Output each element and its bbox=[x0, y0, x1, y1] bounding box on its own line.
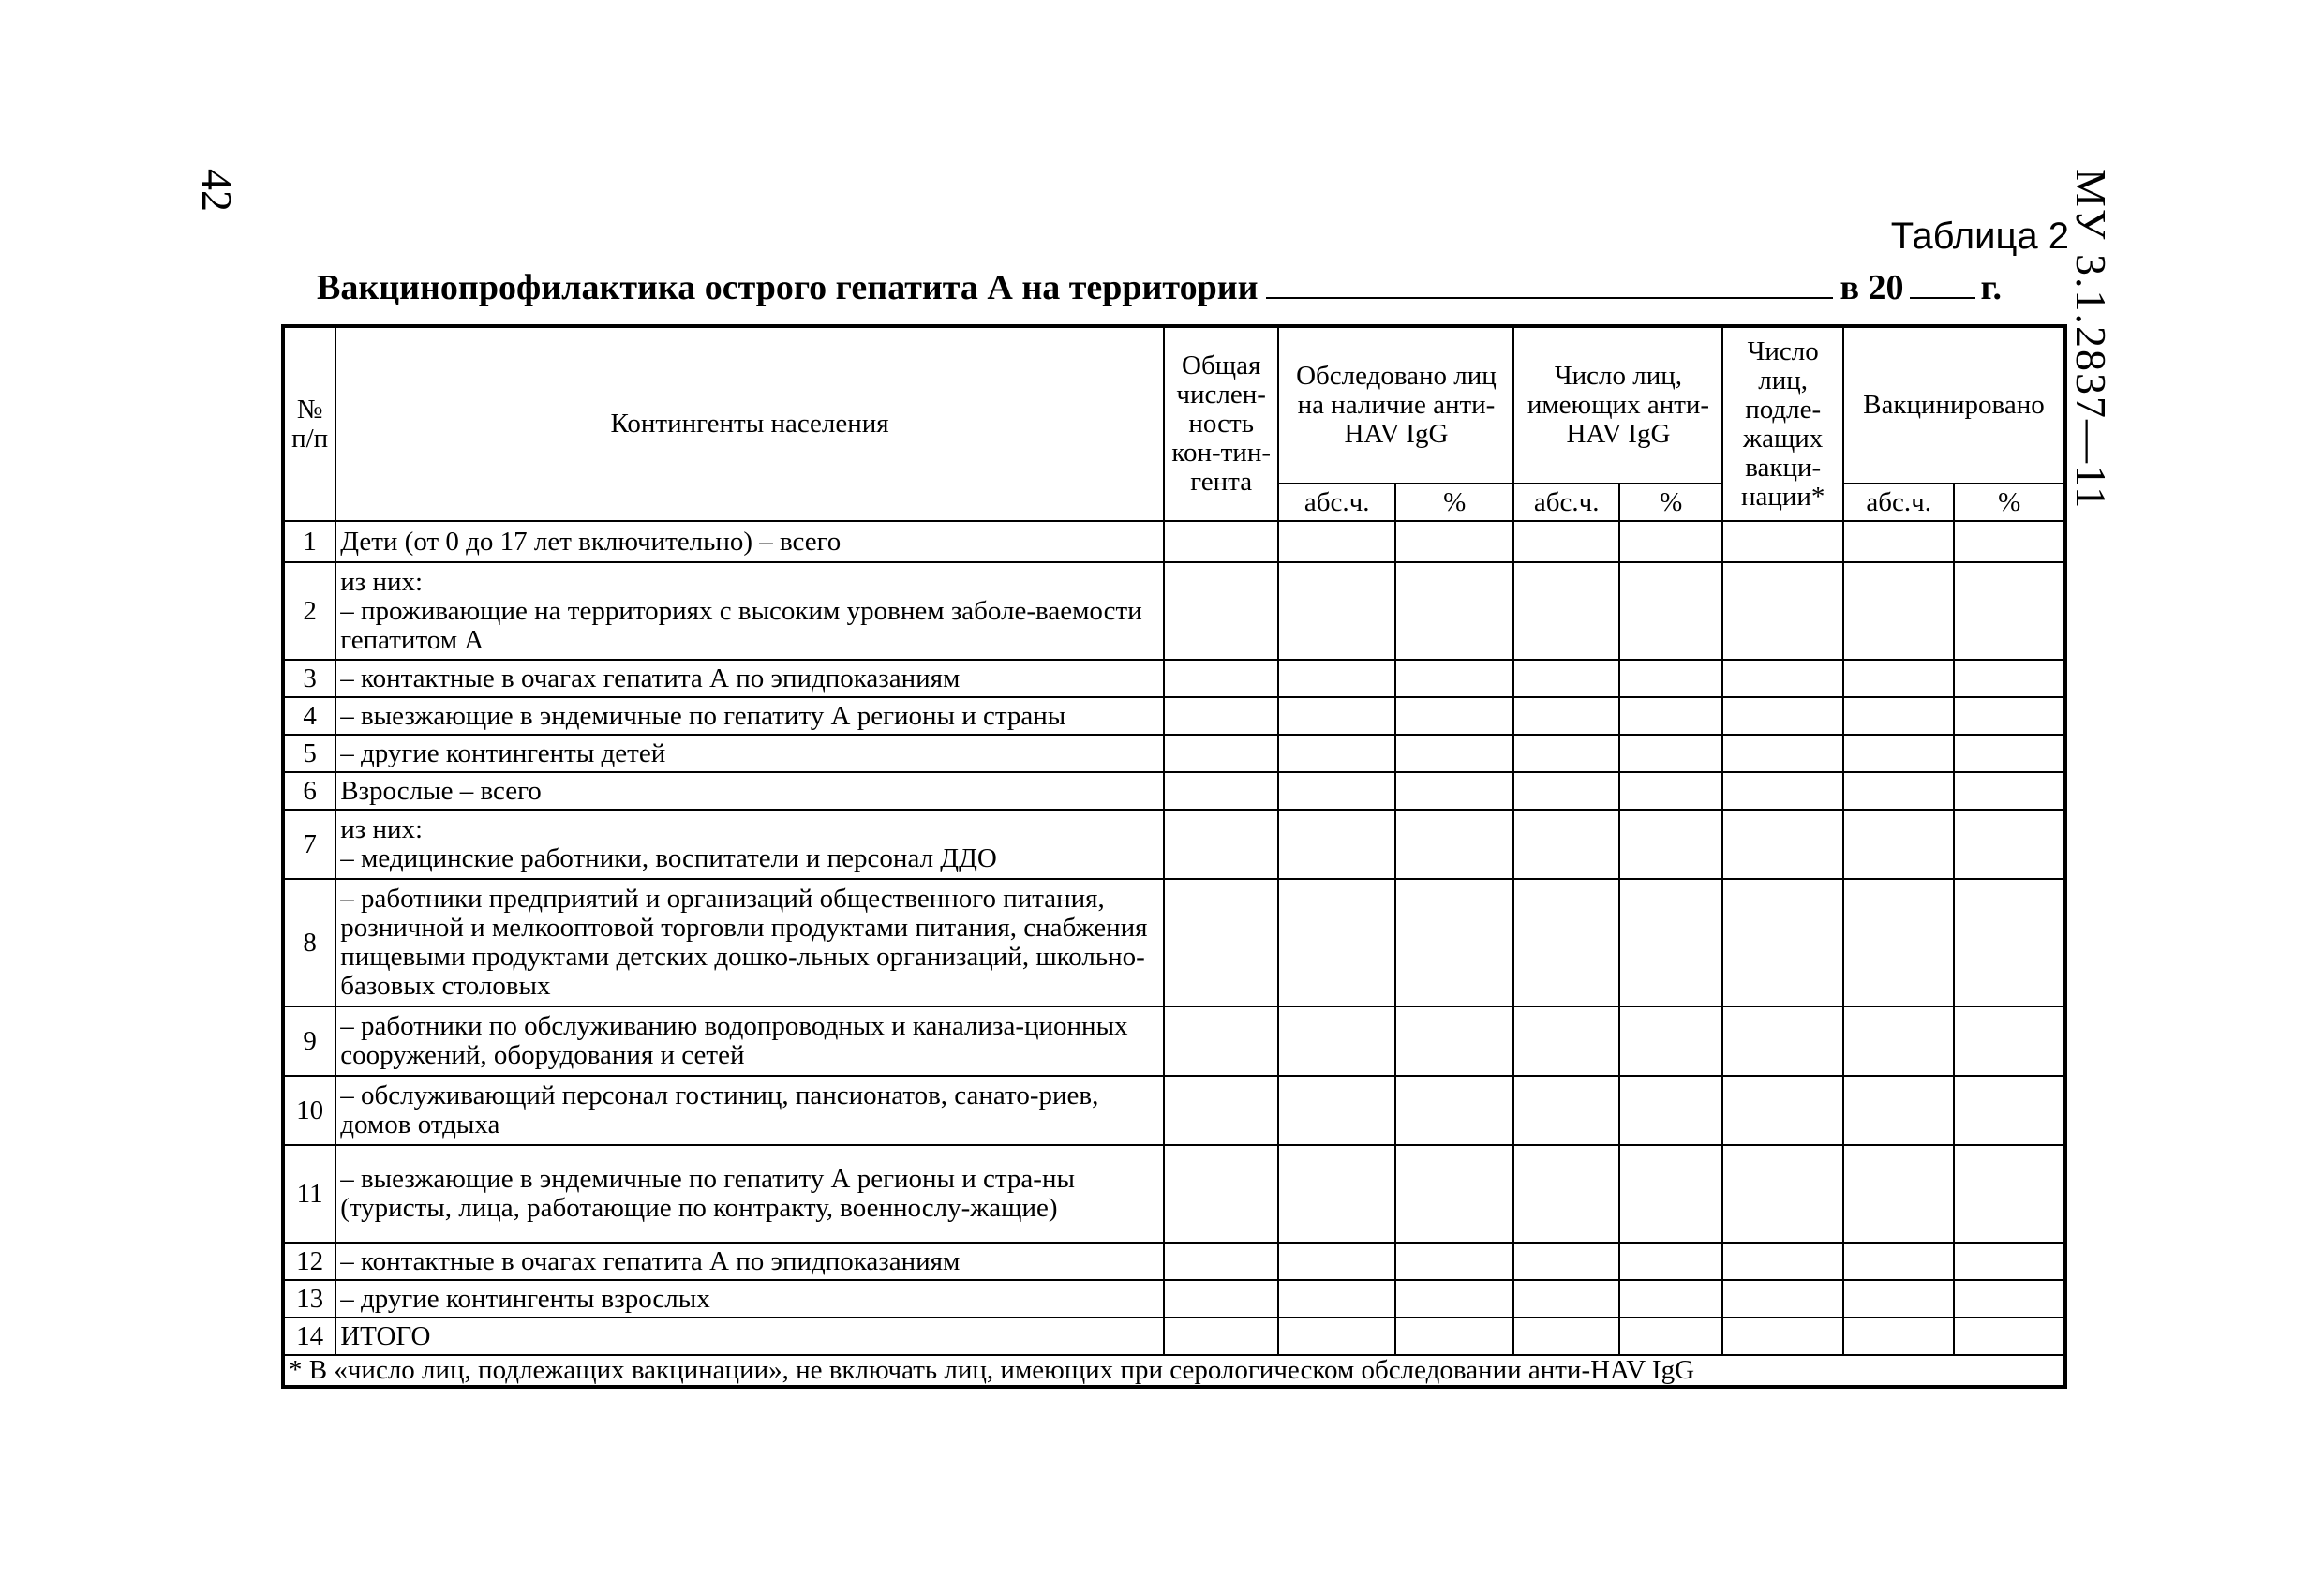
empty-data-cell[interactable] bbox=[1843, 772, 1954, 810]
header-examined: Обследовано лиц на наличие анти-HAV IgG bbox=[1278, 326, 1513, 484]
empty-data-cell[interactable] bbox=[1164, 1243, 1279, 1280]
empty-data-cell[interactable] bbox=[1722, 1280, 1843, 1318]
row-number: 11 bbox=[283, 1145, 335, 1243]
empty-data-cell[interactable] bbox=[1395, 879, 1514, 1006]
empty-data-cell[interactable] bbox=[1395, 1318, 1514, 1355]
empty-data-cell[interactable] bbox=[1513, 562, 1618, 660]
empty-data-cell[interactable] bbox=[1164, 660, 1279, 697]
empty-data-cell[interactable] bbox=[1164, 810, 1279, 879]
row-number: 7 bbox=[283, 810, 335, 879]
empty-data-cell[interactable] bbox=[1278, 1006, 1395, 1076]
title-year-prefix: в 20 bbox=[1840, 268, 1904, 307]
empty-data-cell[interactable] bbox=[1722, 810, 1843, 879]
table-row bbox=[283, 1076, 2065, 1145]
row-contingent: ИТОГО bbox=[335, 1318, 1164, 1355]
empty-data-cell[interactable] bbox=[1954, 735, 2065, 772]
header-pct: % bbox=[1619, 484, 1722, 521]
empty-data-cell[interactable] bbox=[1164, 1076, 1279, 1145]
row-contingent: – обслуживающий персонал гостиниц, пансионатов, санато-риев, домов отдыха bbox=[335, 1076, 1164, 1145]
row-contingent: – выезжающие в эндемичные по гепатиту А регионы и страны bbox=[335, 697, 1164, 735]
row-number: 13 bbox=[283, 1280, 335, 1318]
empty-data-cell[interactable] bbox=[1395, 521, 1514, 562]
table-title bbox=[317, 267, 2022, 308]
page-number: 42 bbox=[193, 169, 241, 212]
empty-data-cell[interactable] bbox=[1619, 810, 1722, 879]
empty-data-cell[interactable] bbox=[1395, 810, 1514, 879]
empty-data-cell[interactable] bbox=[1619, 735, 1722, 772]
row-number: 10 bbox=[283, 1076, 335, 1145]
row-number: 5 bbox=[283, 735, 335, 772]
empty-data-cell[interactable] bbox=[1395, 697, 1514, 735]
table-row bbox=[283, 1145, 2065, 1243]
row-contingent: из них: – проживающие на территориях с высоким уровнем заболе-ваемости гепатитом А bbox=[335, 562, 1164, 660]
empty-data-cell[interactable] bbox=[1722, 562, 1843, 660]
empty-data-cell[interactable] bbox=[1513, 879, 1618, 1006]
table-row bbox=[283, 735, 2065, 772]
empty-data-cell[interactable] bbox=[1513, 772, 1618, 810]
empty-data-cell[interactable] bbox=[1513, 810, 1618, 879]
header-pct: % bbox=[1395, 484, 1514, 521]
empty-data-cell[interactable] bbox=[1164, 879, 1279, 1006]
header-to-vaccinate: Число лиц, подле-жащих вакци-нации* bbox=[1722, 326, 1843, 521]
table-footnote: * В «число лиц, подлежащих вакцинации», не включать лиц, имеющих при серологическом обследовании анти-HAV IgG bbox=[283, 1355, 2065, 1387]
empty-data-cell[interactable] bbox=[1395, 1145, 1514, 1243]
empty-data-cell[interactable] bbox=[1722, 735, 1843, 772]
row-contingent: – работники предприятий и организаций общественного питания, розничной и мелкооптовой торговли продуктами питания, снабжения пищевыми продуктами детских дошко-льных организаций, школьно-базовых столовых bbox=[335, 879, 1164, 1006]
empty-data-cell[interactable] bbox=[1164, 772, 1279, 810]
header-abs: абс.ч. bbox=[1278, 484, 1395, 521]
table-row bbox=[283, 879, 2065, 1006]
empty-data-cell[interactable] bbox=[1843, 810, 1954, 879]
empty-data-cell[interactable] bbox=[1164, 1006, 1279, 1076]
row-number: 6 bbox=[283, 772, 335, 810]
header-abs: абс.ч. bbox=[1513, 484, 1618, 521]
row-contingent: – другие контингенты детей bbox=[335, 735, 1164, 772]
empty-data-cell[interactable] bbox=[1513, 735, 1618, 772]
table-row bbox=[283, 772, 2065, 810]
header-total: Общая числен-ность кон-тин-гента bbox=[1164, 326, 1279, 521]
empty-data-cell[interactable] bbox=[1164, 1318, 1279, 1355]
empty-data-cell[interactable] bbox=[1722, 879, 1843, 1006]
empty-data-cell[interactable] bbox=[1278, 735, 1395, 772]
empty-data-cell[interactable] bbox=[1619, 562, 1722, 660]
empty-data-cell[interactable] bbox=[1843, 660, 1954, 697]
empty-data-cell[interactable] bbox=[1619, 1243, 1722, 1280]
row-number: 1 bbox=[283, 521, 335, 562]
table-row bbox=[283, 660, 2065, 697]
empty-data-cell[interactable] bbox=[1513, 697, 1618, 735]
empty-data-cell[interactable] bbox=[1843, 697, 1954, 735]
row-contingent: – другие контингенты взрослых bbox=[335, 1280, 1164, 1318]
empty-data-cell[interactable] bbox=[1843, 1243, 1954, 1280]
empty-data-cell[interactable] bbox=[1278, 772, 1395, 810]
title-text: Вакцинопрофилактика острого гепатита А на территории bbox=[317, 268, 1259, 307]
empty-data-cell[interactable] bbox=[1278, 562, 1395, 660]
empty-data-cell[interactable] bbox=[1395, 772, 1514, 810]
empty-data-cell[interactable] bbox=[1722, 697, 1843, 735]
empty-data-cell[interactable] bbox=[1722, 1076, 1843, 1145]
table-row bbox=[283, 1318, 2065, 1355]
empty-data-cell[interactable] bbox=[1722, 772, 1843, 810]
row-number: 9 bbox=[283, 1006, 335, 1076]
empty-data-cell[interactable] bbox=[1722, 1145, 1843, 1243]
empty-data-cell[interactable] bbox=[1954, 879, 2065, 1006]
empty-data-cell[interactable] bbox=[1722, 521, 1843, 562]
empty-data-cell[interactable] bbox=[1278, 810, 1395, 879]
empty-data-cell[interactable] bbox=[1619, 1318, 1722, 1355]
empty-data-cell[interactable] bbox=[1164, 1280, 1279, 1318]
empty-data-cell[interactable] bbox=[1954, 1243, 2065, 1280]
empty-data-cell[interactable] bbox=[1619, 1280, 1722, 1318]
row-number: 4 bbox=[283, 697, 335, 735]
empty-data-cell[interactable] bbox=[1843, 879, 1954, 1006]
vaccination-table bbox=[281, 324, 2067, 1389]
empty-data-cell[interactable] bbox=[1954, 1145, 2065, 1243]
empty-data-cell[interactable] bbox=[1513, 521, 1618, 562]
table-row bbox=[283, 697, 2065, 735]
empty-data-cell[interactable] bbox=[1164, 697, 1279, 735]
row-contingent: – контактные в очагах гепатита А по эпидпоказаниям bbox=[335, 1243, 1164, 1280]
empty-data-cell[interactable] bbox=[1843, 1280, 1954, 1318]
year-blank bbox=[1910, 269, 1975, 299]
row-contingent: – работники по обслуживанию водопроводных и канализа-ционных сооружений, оборудования и сетей bbox=[335, 1006, 1164, 1076]
row-number: 8 bbox=[283, 879, 335, 1006]
header-vaccinated: Вакцинировано bbox=[1843, 326, 2065, 484]
empty-data-cell[interactable] bbox=[1278, 660, 1395, 697]
row-number: 2 bbox=[283, 562, 335, 660]
empty-data-cell[interactable] bbox=[1843, 1318, 1954, 1355]
empty-data-cell[interactable] bbox=[1395, 1280, 1514, 1318]
table-row bbox=[283, 521, 2065, 562]
empty-data-cell[interactable] bbox=[1954, 1318, 2065, 1355]
empty-data-cell[interactable] bbox=[1164, 521, 1279, 562]
table-row bbox=[283, 1280, 2065, 1318]
empty-data-cell[interactable] bbox=[1619, 1006, 1722, 1076]
empty-data-cell[interactable] bbox=[1278, 1280, 1395, 1318]
empty-data-cell[interactable] bbox=[1954, 810, 2065, 879]
empty-data-cell[interactable] bbox=[1843, 521, 1954, 562]
empty-data-cell[interactable] bbox=[1619, 1076, 1722, 1145]
empty-data-cell[interactable] bbox=[1395, 1006, 1514, 1076]
row-contingent: из них: – медицинские работники, воспитатели и персонал ДДО bbox=[335, 810, 1164, 879]
empty-data-cell[interactable] bbox=[1164, 562, 1279, 660]
empty-data-cell[interactable] bbox=[1843, 735, 1954, 772]
empty-data-cell[interactable] bbox=[1513, 1318, 1618, 1355]
table-row bbox=[283, 562, 2065, 660]
header-pct: % bbox=[1954, 484, 2065, 521]
empty-data-cell[interactable] bbox=[1954, 660, 2065, 697]
header-abs: абс.ч. bbox=[1843, 484, 1954, 521]
empty-data-cell[interactable] bbox=[1843, 1145, 1954, 1243]
empty-data-cell[interactable] bbox=[1278, 1318, 1395, 1355]
empty-data-cell[interactable] bbox=[1954, 521, 2065, 562]
empty-data-cell[interactable] bbox=[1395, 1243, 1514, 1280]
empty-data-cell[interactable] bbox=[1278, 1076, 1395, 1145]
empty-data-cell[interactable] bbox=[1954, 1076, 2065, 1145]
title-year-suffix: г. bbox=[1980, 268, 2003, 307]
empty-data-cell[interactable] bbox=[1278, 1145, 1395, 1243]
header-num: № п/п bbox=[283, 326, 335, 521]
row-number: 14 bbox=[283, 1318, 335, 1355]
empty-data-cell[interactable] bbox=[1843, 1076, 1954, 1145]
row-contingent: – выезжающие в эндемичные по гепатиту А регионы и стра-ны (туристы, лица, работающие по контракту, военнослу-жащие) bbox=[335, 1145, 1164, 1243]
empty-data-cell[interactable] bbox=[1843, 562, 1954, 660]
empty-data-cell[interactable] bbox=[1619, 772, 1722, 810]
empty-data-cell[interactable] bbox=[1513, 660, 1618, 697]
row-number: 3 bbox=[283, 660, 335, 697]
empty-data-cell[interactable] bbox=[1619, 879, 1722, 1006]
empty-data-cell[interactable] bbox=[1278, 697, 1395, 735]
table-row bbox=[283, 1243, 2065, 1280]
empty-data-cell[interactable] bbox=[1954, 1280, 2065, 1318]
territory-blank bbox=[1266, 269, 1833, 299]
empty-data-cell[interactable] bbox=[1395, 562, 1514, 660]
empty-data-cell[interactable] bbox=[1278, 1243, 1395, 1280]
empty-data-cell[interactable] bbox=[1278, 521, 1395, 562]
row-contingent: Взрослые – всего bbox=[335, 772, 1164, 810]
empty-data-cell[interactable] bbox=[1619, 521, 1722, 562]
empty-data-cell[interactable] bbox=[1722, 1006, 1843, 1076]
empty-data-cell[interactable] bbox=[1954, 697, 2065, 735]
table-row bbox=[283, 810, 2065, 879]
empty-data-cell[interactable] bbox=[1954, 772, 2065, 810]
empty-data-cell[interactable] bbox=[1954, 562, 2065, 660]
empty-data-cell[interactable] bbox=[1722, 1243, 1843, 1280]
empty-data-cell[interactable] bbox=[1395, 1076, 1514, 1145]
empty-data-cell[interactable] bbox=[1619, 1145, 1722, 1243]
empty-data-cell[interactable] bbox=[1722, 660, 1843, 697]
empty-data-cell[interactable] bbox=[1513, 1076, 1618, 1145]
empty-data-cell[interactable] bbox=[1395, 735, 1514, 772]
empty-data-cell[interactable] bbox=[1278, 879, 1395, 1006]
empty-data-cell[interactable] bbox=[1513, 1243, 1618, 1280]
empty-data-cell[interactable] bbox=[1722, 1318, 1843, 1355]
table-row bbox=[283, 1006, 2065, 1076]
empty-data-cell[interactable] bbox=[1164, 735, 1279, 772]
empty-data-cell[interactable] bbox=[1395, 660, 1514, 697]
row-contingent: – контактные в очагах гепатита А по эпидпоказаниям bbox=[335, 660, 1164, 697]
empty-data-cell[interactable] bbox=[1619, 660, 1722, 697]
empty-data-cell[interactable] bbox=[1619, 697, 1722, 735]
header-contingent: Контингенты населения bbox=[335, 326, 1164, 521]
empty-data-cell[interactable] bbox=[1513, 1280, 1618, 1318]
table-label: Таблица 2 bbox=[1890, 216, 2069, 257]
row-number: 12 bbox=[283, 1243, 335, 1280]
empty-data-cell[interactable] bbox=[1164, 1145, 1279, 1243]
header-having: Число лиц, имеющих анти-HAV IgG bbox=[1513, 326, 1722, 484]
empty-data-cell[interactable] bbox=[1513, 1006, 1618, 1076]
empty-data-cell[interactable] bbox=[1843, 1006, 1954, 1076]
empty-data-cell[interactable] bbox=[1954, 1006, 2065, 1076]
row-contingent: Дети (от 0 до 17 лет включительно) – всего bbox=[335, 521, 1164, 562]
empty-data-cell[interactable] bbox=[1513, 1145, 1618, 1243]
document-code: МУ 3.1.2837—11 bbox=[2067, 169, 2115, 511]
